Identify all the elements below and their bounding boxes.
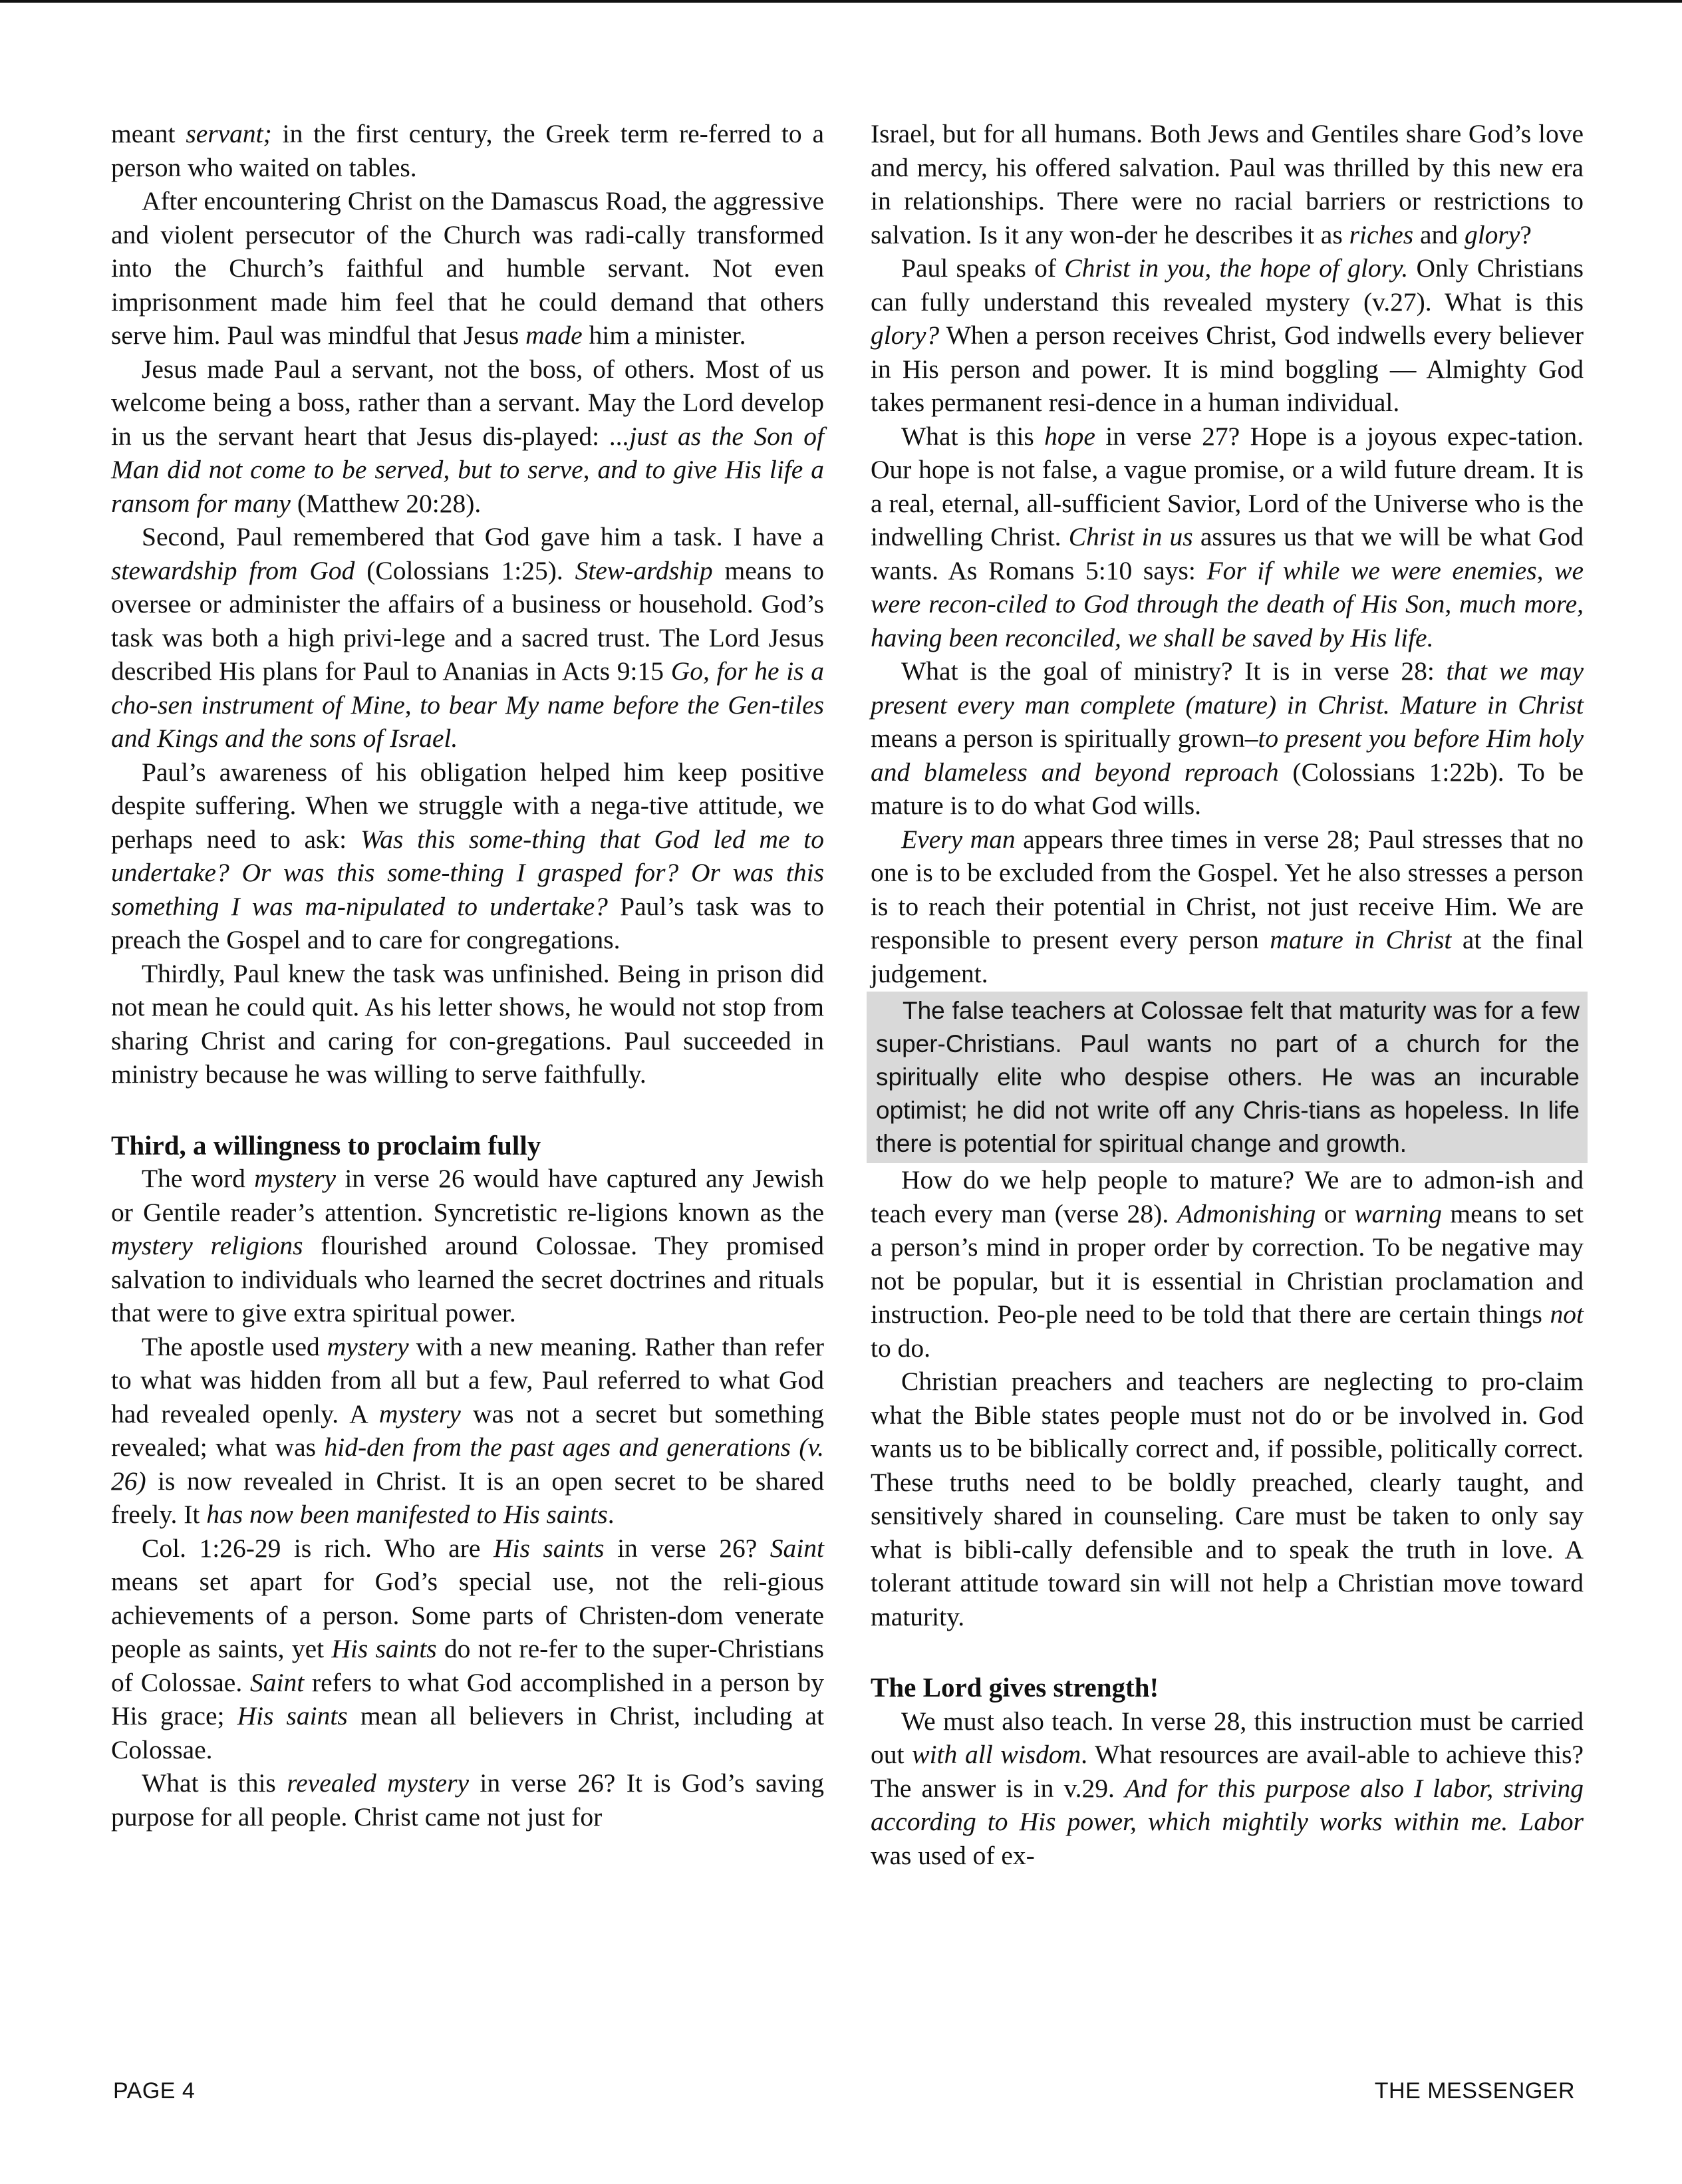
italic-run: made (525, 321, 583, 350)
paragraph: Second, Paul remembered that God gave him a task. I have a stewardship from God (Colossians 1:25). Stew-ardship means to oversee or administer the affairs of a business or household. God’s task was both a high privi-lege and a sacred trust. The Lord Jesus described His plans for Paul to Ananias in Acts 9:15 Go, for he is a cho-sen instrument of Mine, to bear My name before the Gen-tiles and Kings and the sons of Israel. (111, 522, 824, 753)
italic-run: Stew-ardship (575, 555, 713, 585)
italic-run: riches (1349, 219, 1414, 249)
italic-run: stewardship from God (111, 555, 355, 585)
italic-run: His saints (331, 1634, 437, 1663)
italic-run: Every man (901, 824, 1016, 854)
paragraph: Thirdly, Paul knew the task was unfinished. Being in prison did not mean he could quit. As his letter shows, he would not stop from sharing Christ and caring for con-gregations. Paul succeeded in ministry because he was willing to serve faithfully. (111, 958, 824, 1089)
paragraph: What is the goal of ministry? It is in verse 28: that we may present every man complete (mature) in Christ. Mature in Christ means a person is spiritually grown–to present you before Him holy and blameless and beyond reproach (Colossians 1:22b). To be mature is to do what God wills. (871, 656, 1584, 820)
paragraph: We must also teach. In verse 28, this instruction must be carried out with all wisdom. What resources are avail-able to achieve this? The answer is in v.29. And for this purpose also I labor, striving according to His power, which mightily works within me. Labor was used of ex- (871, 1706, 1584, 1870)
paragraph: After encountering Christ on the Damascus Road, the aggressive and violent persecutor of the Church was radi-cally transformed into the Church’s faithful and humble servant. Not even imprisonment made him feel that he could demand that others serve him. Paul was mindful that Jesus made him a minister. (111, 186, 824, 350)
italic-run: not (1550, 1299, 1584, 1329)
section-heading: Third, a willingness to proclaim fully (111, 1129, 541, 1160)
italic-run: glory (1464, 219, 1520, 249)
italic-run: that we may present every man complete (mature) in Christ. Mature in Christ (871, 656, 1584, 720)
paragraph: Jesus made Paul a servant, not the boss, of others. Most of us welcome being a boss, rather than a servant. May the Lord develop in us the servant heart that Jesus dis-played: ...just as the Son of Man did not come to be served, but to serve, and to give His life a ransom for many (Matthew 20:28). (111, 354, 824, 518)
italic-run: hope (1044, 421, 1095, 451)
paragraph: The word mystery in verse 26 would have captured any Jewish or Gentile reader’s attention. Syncretistic re-ligions known as the mystery religions flourished around Colossae. They promised salvation to individuals who learned the secret doctrines and rituals that were to give extra spiritual power. (111, 1164, 824, 1327)
italic-run: Admonishing (1177, 1198, 1316, 1228)
paragraph: Paul speaks of Christ in you, the hope of glory. Only Christians can fully understand this revealed mystery (v.27). What is this glory? When a person receives Christ, God indwells every believer in His person and power. It is mind boggling — Almighty God takes permanent resi-dence in a human individual. (871, 253, 1584, 417)
italic-run: His saints (237, 1701, 348, 1730)
italic-run: Christ in us (1068, 522, 1193, 551)
italic-run: Saint (770, 1533, 824, 1563)
paragraph: meant servant; in the first century, the Greek term re-ferred to a person who waited on tables. (111, 119, 825, 182)
paragraph: Col. 1:26-29 is rich. Who are His saints in verse 26? Saint means set apart for God’s special use, not the reli-gious achievements of a person. Some parts of Christen-dom venerate people as saints, yet His saints do not re-fer to the super-Christians of Colossae. Saint refers to what God accomplished in a person by His grace; His saints mean all believers in Christ, including at Colossae. (111, 1533, 824, 1764)
italic-run: mystery religions (111, 1231, 303, 1260)
paragraph: Christian preachers and teachers are neglecting to pro-claim what the Bible states people must not do or be involved in. God wants us to be biblically correct and, if possible, politically correct. These truths need to be boldly preached, clearly taught, and sensitively shared in counseling. Care must be taken to only say what is bibli-cally defensible and to speak the truth in love. A tolerant attitude toward sin will not help a Christian move toward maturity. (871, 1367, 1584, 1631)
italic-run: has now been manifested to His saints (206, 1500, 608, 1529)
italic-run: hid-den from the past ages and generations (v. 26) (111, 1433, 824, 1496)
italic-run: mystery (254, 1164, 337, 1193)
publication-name: THE MESSENGER (1374, 2078, 1575, 2104)
paragraph: The apostle used mystery with a new meaning. Rather than refer to what was hidden from all but a few, Paul referred to what God had revealed openly. A mystery was not a secret but something revealed; what was hid-den from the past ages and generations (v. 26) is now revealed in Christ. It is an open secret to be shared freely. It has now been manifested to His saints. (111, 1331, 825, 1529)
italic-run: For if while we were enemies, we were recon-ciled to God through the death of His Son, much more, having been reconciled, we shall be saved by His life. (871, 555, 1584, 652)
left-text-column (111, 117, 824, 1834)
page-number: PAGE 4 (113, 2078, 196, 2104)
italic-run: Christ in you, the hope of glory. (1064, 253, 1409, 283)
right-text-column (871, 117, 1584, 1872)
italic-run: warning (1354, 1198, 1442, 1228)
paragraph: What is this revealed mystery in verse 26? It is God’s saving purpose for all people. Christ came not just for (111, 1768, 824, 1832)
italic-run: mature in Christ (1270, 925, 1452, 954)
italic-run: mystery (378, 1399, 461, 1429)
italic-run: His saints (493, 1533, 605, 1563)
italic-run: Saint (250, 1667, 305, 1697)
italic-run: And for this purpose also I labor, striving according to His power, which mightily works within me. Labor (871, 1773, 1584, 1836)
italic-run: revealed mystery (287, 1768, 469, 1798)
paragraph: What is this hope in verse 27? Hope is a joyous expec-tation. Our hope is not false, a vague promise, or a wild future dream. It is a real, eternal, all-sufficient Savior, Lord of the Universe who is the indwelling Christ. Christ in us assures us that we will be what God wants. As Romans 5:10 says: For if while we were enemies, we were recon-ciled to God through the death of His Son, much more, having been reconciled, we shall be saved by His life. (871, 421, 1584, 652)
paragraph: Paul’s awareness of his obligation helped him keep positive despite suffering. When we struggle with a nega-tive attitude, we perhaps need to ask: Was this some-thing that God led me to undertake? Or was this some-thing I grasped for? Or was this something I was ma-nipulated to undertake? Paul’s task was to preach the Gospel and to care for congregations. (111, 757, 825, 954)
paragraph: Israel, but for all humans. Both Jews and Gentiles share God’s love and mercy, his offered salvation. Paul was thrilled by this new era in relationships. There were no racial barriers or restrictions to salvation. Is it any won-der he describes it as riches and glory? (871, 119, 1584, 249)
italic-run: to present you before Him holy and blameless and beyond reproach (871, 724, 1584, 787)
italic-run: Go, for he is a cho-sen instrument of Mine, to bear My name before the Gen-tiles and Kings and the sons of Israel. (111, 656, 824, 753)
italic-run: Was this some-thing that God led me to undertake? Or was this some-thing I grasped for? Or was this something I was ma-nipulated to undertake? (111, 824, 825, 921)
italic-run: servant; (186, 119, 272, 148)
paragraph: How do we help people to mature? We are to admon-ish and teach every man (verse 28). Admonishing or warning means to set a person’s mind in proper order by correction. To be negative may not be popular, but it is essential in Christian proclamation and instruction. Peo-ple need to be told that there are certain things not to do. (871, 1165, 1584, 1363)
paragraph: Every man appears three times in verse 28; Paul stresses that no one is to be excluded from the Gospel. Yet he also stresses a person is to reach their potential in Christ, not just receive Him. We are responsible to present every person mature in Christ at the final judgement. (871, 824, 1584, 988)
italic-run: mystery (327, 1331, 409, 1361)
italic-run: glory? (871, 321, 940, 350)
italic-run: with all wisdom (912, 1740, 1081, 1769)
section-heading: The Lord gives strength! (871, 1672, 1159, 1703)
italic-run: ...just as the Son of Man did not come to be served, but to serve, and to give His life a ransom for many (111, 421, 824, 518)
top-border-rule (0, 0, 1682, 3)
pull-quote-callout: The false teachers at Colossae felt that maturity was for a few super-Christians. Paul wants no part of a church for the spiritually elite who despise others. He was an incurable optimist; he did not write off any Chris-tians as hopeless. In life there is potential for spiritual change and growth. (867, 992, 1588, 1163)
